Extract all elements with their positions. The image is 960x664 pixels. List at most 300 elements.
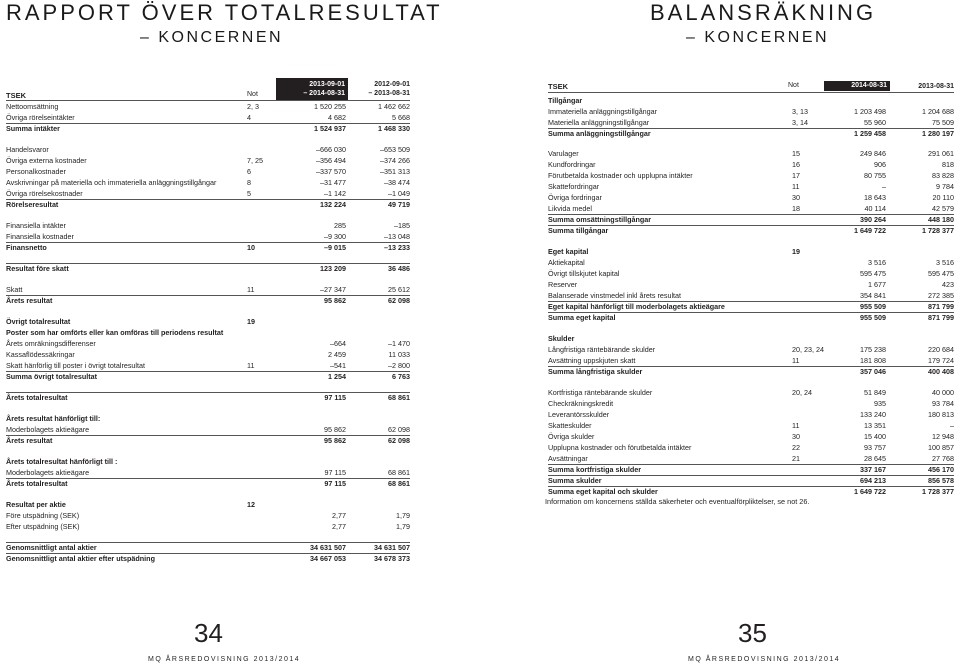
right-footer: MQ ÅRSREDOVISNING 2013/2014 — [688, 656, 841, 663]
row-value-previous: 448 180 — [928, 215, 954, 224]
row-rule — [6, 392, 410, 393]
row-note: 17 — [792, 171, 800, 180]
row-value-current: 906 — [874, 160, 886, 169]
right-col1-header: 2014-08-31 — [824, 81, 890, 91]
row-value-previous: 42 579 — [932, 204, 954, 213]
table-row — [6, 156, 410, 166]
row-value-current: 95 862 — [324, 425, 346, 434]
row-value-current: 1 203 498 — [854, 107, 886, 116]
row-note: 20, 23, 24 — [792, 345, 824, 354]
row-note: 11 — [792, 421, 800, 430]
row-rule — [548, 214, 954, 215]
left-col1-header — [276, 80, 345, 98]
row-value-current: –9 015 — [324, 243, 346, 252]
row-note: 3, 13 — [792, 107, 808, 116]
table-row — [6, 522, 410, 532]
row-label: Före utspädning (SEK) — [6, 511, 80, 520]
row-label: Långfristiga räntebärande skulder — [548, 345, 656, 354]
row-rule — [6, 478, 410, 479]
table-row — [548, 149, 954, 159]
table-row — [6, 102, 410, 112]
row-label: Skulder — [548, 334, 575, 343]
left-footer: MQ ÅRSREDOVISNING 2013/2014 — [148, 656, 301, 663]
row-note: 5 — [247, 189, 251, 198]
row-value-previous: 62 098 — [388, 436, 410, 445]
row-note: 10 — [247, 243, 255, 252]
right-page-number: 35 — [738, 618, 767, 648]
row-rule — [6, 263, 410, 264]
row-rule — [6, 199, 410, 200]
row-value-current: –1 142 — [324, 189, 346, 198]
row-note: 15 — [792, 149, 800, 158]
row-rule — [6, 242, 410, 243]
row-note: 18 — [792, 204, 800, 213]
table-row — [6, 457, 410, 467]
row-value-previous: 220 684 — [928, 345, 954, 354]
row-rule — [548, 475, 954, 476]
right-page-subtitle: – KONCERNEN — [686, 29, 830, 46]
row-note: 21 — [792, 454, 800, 463]
left-page-title: RAPPORT ÖVER TOTALRESULTAT — [6, 0, 443, 25]
row-value-previous: 400 408 — [928, 367, 954, 376]
row-value-previous: 83 828 — [932, 171, 954, 180]
table-row — [548, 302, 954, 312]
row-note: 4 — [247, 113, 251, 122]
row-value-previous: 291 061 — [928, 149, 954, 158]
row-label: Summa eget kapital — [548, 313, 616, 322]
row-rule — [548, 464, 954, 465]
row-value-previous: 68 861 — [388, 479, 410, 488]
row-value-previous: 62 098 — [388, 296, 410, 305]
row-value-previous: 179 724 — [928, 356, 954, 365]
table-row — [548, 247, 954, 257]
row-value-previous: 1,79 — [396, 522, 410, 531]
row-note: 11 — [792, 356, 800, 365]
row-value-current: 28 645 — [864, 454, 886, 463]
table-row — [548, 215, 954, 225]
table-row — [548, 129, 954, 139]
row-value-current: 2,77 — [332, 511, 346, 520]
row-value-current: 390 264 — [860, 215, 886, 224]
row-note: 3, 14 — [792, 118, 808, 127]
table-row — [548, 226, 954, 236]
row-value-current: 51 849 — [864, 388, 886, 397]
table-row — [548, 487, 954, 497]
left-col2-header-line2: – 2013-08-31 — [368, 90, 410, 97]
row-label: Årets resultat hänförligt till: — [6, 414, 101, 423]
row-value-current: 97 115 — [324, 479, 346, 488]
row-label: Resultat före skatt — [6, 264, 69, 273]
table-row — [6, 167, 410, 177]
table-row — [548, 465, 954, 475]
row-label: Nettoomsättning — [6, 102, 59, 111]
row-value-previous: 3 516 — [936, 258, 954, 267]
table-row — [548, 96, 954, 106]
table-row — [548, 454, 954, 464]
table-row — [548, 399, 954, 409]
row-label: Moderbolagets aktieägare — [6, 425, 90, 434]
row-value-previous: 9 784 — [936, 182, 954, 191]
row-label: Balanserade vinstmedel inkl årets resultat — [548, 291, 682, 300]
table-row — [6, 425, 410, 435]
table-row — [6, 479, 410, 489]
row-label: Avsättningar — [548, 454, 588, 463]
row-rule — [548, 225, 954, 226]
row-value-current: 4 682 — [328, 113, 346, 122]
row-label: Kortfristiga räntebärande skulder — [548, 388, 653, 397]
row-label: Summa kortfristiga skulder — [548, 465, 642, 474]
left-page-subtitle: – KONCERNEN — [140, 29, 284, 46]
table-row — [548, 421, 954, 431]
row-value-current: –356 494 — [316, 156, 346, 165]
right-tsek-header: TSEK — [548, 82, 569, 91]
row-note: 30 — [792, 432, 800, 441]
row-label: Eget kapital hänförligt till moderbolagets aktieägare — [548, 302, 725, 311]
row-label: Övrigt totalresultat — [6, 317, 71, 326]
row-label: Summa eget kapital och skulder — [548, 487, 658, 496]
row-value-previous: 1 728 377 — [922, 226, 954, 235]
row-note: 30 — [792, 193, 800, 202]
row-value-current: 1 677 — [868, 280, 886, 289]
left-tsek-header: TSEK — [6, 91, 27, 100]
table-row — [548, 443, 954, 453]
row-value-current: 40 114 — [864, 204, 886, 213]
row-label: Efter utspädning (SEK) — [6, 522, 80, 531]
row-label: Immateriella anläggningstillgångar — [548, 107, 658, 116]
row-value-current: – — [882, 182, 886, 191]
table-row — [6, 543, 410, 553]
row-label: Tillgångar — [548, 96, 583, 105]
table-row — [6, 350, 410, 360]
row-value-previous: –38 474 — [384, 178, 410, 187]
row-value-previous: 1 728 377 — [922, 487, 954, 496]
row-note: 19 — [247, 317, 255, 326]
row-label: Skatt — [6, 285, 23, 294]
table-row — [6, 511, 410, 521]
row-note: 12 — [247, 500, 255, 509]
row-note: 11 — [247, 361, 255, 370]
row-value-current: 955 509 — [860, 302, 886, 311]
row-label: Finansnetto — [6, 243, 47, 252]
left-not-header: Not — [247, 91, 258, 98]
row-label: Genomsnittligt antal aktier — [6, 543, 97, 552]
row-value-previous: –13 048 — [384, 232, 410, 241]
row-rule — [6, 295, 410, 296]
table-row — [548, 118, 954, 128]
row-value-current: 1 649 722 — [854, 487, 886, 496]
table-row — [6, 436, 410, 446]
row-value-previous: 25 612 — [388, 285, 410, 294]
table-row — [6, 414, 410, 424]
table-row — [6, 361, 410, 371]
row-value-current: –337 570 — [316, 167, 346, 176]
row-value-previous: –374 266 — [380, 156, 410, 165]
table-row — [548, 193, 954, 203]
row-label: Moderbolagets aktieägare — [6, 468, 90, 477]
table-row — [6, 243, 410, 253]
table-row — [6, 124, 410, 134]
row-value-previous: 6 763 — [392, 372, 410, 381]
row-label: Summa omsättningstillgångar — [548, 215, 652, 224]
table-row — [6, 221, 410, 231]
row-label: Årets resultat — [6, 436, 53, 445]
table-row — [6, 328, 410, 338]
row-value-current: 1 254 — [328, 372, 346, 381]
row-label: Checkräkningskredit — [548, 399, 614, 408]
row-value-previous: 871 799 — [928, 313, 954, 322]
table-row — [6, 339, 410, 349]
row-rule — [6, 123, 410, 124]
row-label: Skattefordringar — [548, 182, 600, 191]
row-value-current: 935 — [874, 399, 886, 408]
row-label: Årets resultat — [6, 296, 53, 305]
left-page-number: 34 — [194, 618, 223, 648]
table-row — [548, 345, 954, 355]
row-value-previous: 34 631 507 — [374, 543, 410, 552]
row-value-previous: 818 — [942, 160, 954, 169]
row-value-previous: 5 668 — [392, 113, 410, 122]
row-note: 8 — [247, 178, 251, 187]
row-value-current: 1 259 458 — [854, 129, 886, 138]
row-rule — [6, 553, 410, 554]
row-value-current: 249 846 — [860, 149, 886, 158]
row-value-current: 1 520 255 — [314, 102, 346, 111]
row-value-current: 181 808 — [860, 356, 886, 365]
row-note: 2, 3 — [247, 102, 259, 111]
row-value-previous: 871 799 — [928, 302, 954, 311]
row-value-current: 694 213 — [860, 476, 886, 485]
row-value-previous: 1 280 197 — [922, 129, 954, 138]
table-row — [6, 554, 410, 564]
row-value-current: 1 649 722 — [854, 226, 886, 235]
row-value-current: 3 516 — [868, 258, 886, 267]
row-label: Skatteskulder — [548, 421, 592, 430]
row-value-previous: 180 813 — [928, 410, 954, 419]
row-value-previous: 36 486 — [388, 264, 410, 273]
row-value-current: 95 862 — [324, 436, 346, 445]
row-value-current: –9 300 — [324, 232, 346, 241]
row-label: Likvida medel — [548, 204, 592, 213]
table-row — [548, 388, 954, 398]
row-value-previous: 456 170 — [928, 465, 954, 474]
left-header-rule — [6, 100, 410, 101]
row-label: Summa tillgångar — [548, 226, 609, 235]
table-row — [6, 296, 410, 306]
left-col2-header — [340, 80, 410, 98]
row-rule — [548, 128, 954, 129]
row-value-current: 2 459 — [328, 350, 346, 359]
row-value-previous: 856 578 — [928, 476, 954, 485]
row-label: Avskrivningar på materiella och immateriella anläggningstillgångar — [6, 178, 217, 187]
row-value-current: –664 — [330, 339, 346, 348]
row-value-previous: 595 475 — [928, 269, 954, 278]
table-row — [548, 182, 954, 192]
row-label: Personalkostnader — [6, 167, 66, 176]
row-label: Poster som har omförts eller kan omföras till periodens resultat — [6, 328, 224, 337]
table-row — [548, 171, 954, 181]
row-label: Summa skulder — [548, 476, 602, 485]
row-label: Årets omräkningsdifferenser — [6, 339, 96, 348]
row-value-previous: 49 719 — [388, 200, 410, 209]
row-rule — [548, 366, 954, 367]
table-row — [6, 468, 410, 478]
row-value-current: 34 667 053 — [310, 554, 346, 563]
row-value-previous: 68 861 — [388, 468, 410, 477]
row-value-previous: –351 313 — [380, 167, 410, 176]
row-value-previous: –13 233 — [384, 243, 410, 252]
row-value-previous: 423 — [942, 280, 954, 289]
row-value-current: –27 347 — [320, 285, 346, 294]
row-value-previous: 75 509 — [932, 118, 954, 127]
row-value-previous: 1 462 662 — [378, 102, 410, 111]
row-value-current: 55 960 — [864, 118, 886, 127]
row-value-current: 133 240 — [860, 410, 886, 419]
row-value-previous: 20 110 — [932, 193, 954, 202]
row-value-current: –541 — [330, 361, 346, 370]
table-row — [548, 356, 954, 366]
table-row — [548, 313, 954, 323]
row-value-current: –31 477 — [320, 178, 346, 187]
row-label: Eget kapital — [548, 247, 589, 256]
table-row — [548, 160, 954, 170]
row-value-previous: –185 — [394, 221, 410, 230]
row-value-previous: –2 800 — [388, 361, 410, 370]
right-col2-header: 2013-08-31 — [918, 83, 954, 90]
table-row — [6, 393, 410, 403]
table-row — [548, 258, 954, 268]
table-row — [6, 189, 410, 199]
row-rule — [548, 312, 954, 313]
right-page-title: BALANSRÄKNING — [650, 0, 877, 25]
table-row — [548, 334, 954, 344]
row-rule — [6, 435, 410, 436]
row-value-previous: –1 049 — [388, 189, 410, 198]
row-label: Resultat per aktie — [6, 500, 66, 509]
row-label: Varulager — [548, 149, 579, 158]
row-rule — [6, 371, 410, 372]
table-row — [548, 269, 954, 279]
row-note: 6 — [247, 167, 251, 176]
row-value-previous: 1 204 688 — [922, 107, 954, 116]
row-value-previous: 62 098 — [388, 425, 410, 434]
row-value-previous: –1 470 — [388, 339, 410, 348]
row-note: 11 — [247, 285, 255, 294]
row-label: Avsättning uppskjuten skatt — [548, 356, 636, 365]
row-value-current: 595 475 — [860, 269, 886, 278]
row-label: Leverantörsskulder — [548, 410, 610, 419]
row-value-previous: 11 033 — [388, 350, 410, 359]
table-row — [6, 232, 410, 242]
left-col1-header-line1: 2013-09-01 — [309, 81, 345, 88]
row-label: Övrigt tillskjutet kapital — [548, 269, 620, 278]
row-label: Kundfordringar — [548, 160, 596, 169]
row-rule — [6, 542, 410, 543]
row-value-current: 93 757 — [864, 443, 886, 452]
table-row — [548, 410, 954, 420]
row-value-current: 18 643 — [864, 193, 886, 202]
row-rule — [548, 301, 954, 302]
row-label: Övriga externa kostnader — [6, 156, 87, 165]
left-col2-header-line1: 2012-09-01 — [374, 81, 410, 88]
table-row — [6, 285, 410, 295]
row-label: Övriga fordringar — [548, 193, 602, 202]
row-value-current: 354 841 — [860, 291, 886, 300]
row-note: 7, 25 — [247, 156, 263, 165]
table-row — [6, 317, 410, 327]
row-value-current: 2,77 — [332, 522, 346, 531]
row-label: Summa övrigt totalresultat — [6, 372, 98, 381]
row-value-previous: 68 861 — [388, 393, 410, 402]
row-label: Upplupna kostnader och förutbetalda intäkter — [548, 443, 692, 452]
row-label: Finansiella intäkter — [6, 221, 66, 230]
row-value-current: 80 755 — [864, 171, 886, 180]
row-value-current: 95 862 — [324, 296, 346, 305]
row-value-current: 955 509 — [860, 313, 886, 322]
table-row — [6, 200, 410, 210]
table-row — [6, 500, 410, 510]
row-note: 19 — [792, 247, 800, 256]
row-value-previous: 1 468 330 — [378, 124, 410, 133]
row-label: Handelsvaror — [6, 145, 49, 154]
table-row — [6, 145, 410, 155]
row-value-previous: 40 000 — [932, 388, 954, 397]
row-label: Rörelseresultat — [6, 200, 59, 209]
row-value-previous: 1,79 — [396, 511, 410, 520]
row-value-current: 34 631 507 — [310, 543, 346, 552]
row-label: Årets totalresultat hänförligt till : — [6, 457, 118, 466]
right-header-rule — [548, 92, 954, 93]
row-value-previous: 100 857 — [928, 443, 954, 452]
row-value-current: 1 524 937 — [314, 124, 346, 133]
row-value-previous: –653 509 — [380, 145, 410, 154]
row-label: Materiella anläggningstillgångar — [548, 118, 650, 127]
row-value-previous: 27 768 — [932, 454, 954, 463]
row-value-previous: 272 385 — [928, 291, 954, 300]
table-row — [548, 280, 954, 290]
row-label: Årets totalresultat — [6, 479, 68, 488]
row-value-current: 175 238 — [860, 345, 886, 354]
row-value-previous: – — [950, 421, 954, 430]
row-value-current: 13 351 — [864, 421, 886, 430]
row-note: 22 — [792, 443, 800, 452]
right-info-note: Information om koncernens ställda säkerheter och eventualförpliktelser, se not 26. — [545, 497, 810, 506]
right-not-header: Not — [788, 82, 799, 89]
row-label: Summa långfristiga skulder — [548, 367, 643, 376]
row-note: 20, 24 — [792, 388, 812, 397]
row-rule — [548, 486, 954, 487]
row-value-current: 97 115 — [324, 468, 346, 477]
row-label: Genomsnittligt antal aktier efter utspädning — [6, 554, 155, 563]
row-value-current: 123 209 — [320, 264, 346, 273]
row-label: Summa intäkter — [6, 124, 60, 133]
left-col1-header-line2: – 2014-08-31 — [303, 90, 345, 97]
row-value-current: 357 046 — [860, 367, 886, 376]
row-value-previous: 12 948 — [932, 432, 954, 441]
row-label: Övriga skulder — [548, 432, 595, 441]
row-value-current: 97 115 — [324, 393, 346, 402]
row-label: Reserver — [548, 280, 578, 289]
row-label: Årets totalresultat — [6, 393, 68, 402]
table-row — [548, 432, 954, 442]
table-row — [548, 367, 954, 377]
row-label: Övriga rörelsekostnader — [6, 189, 83, 198]
row-value-current: 15 400 — [864, 432, 886, 441]
table-row — [548, 291, 954, 301]
row-label: Finansiella kostnader — [6, 232, 74, 241]
row-value-previous: 34 678 373 — [374, 554, 410, 563]
row-value-previous: 93 784 — [932, 399, 954, 408]
table-row — [6, 264, 410, 274]
